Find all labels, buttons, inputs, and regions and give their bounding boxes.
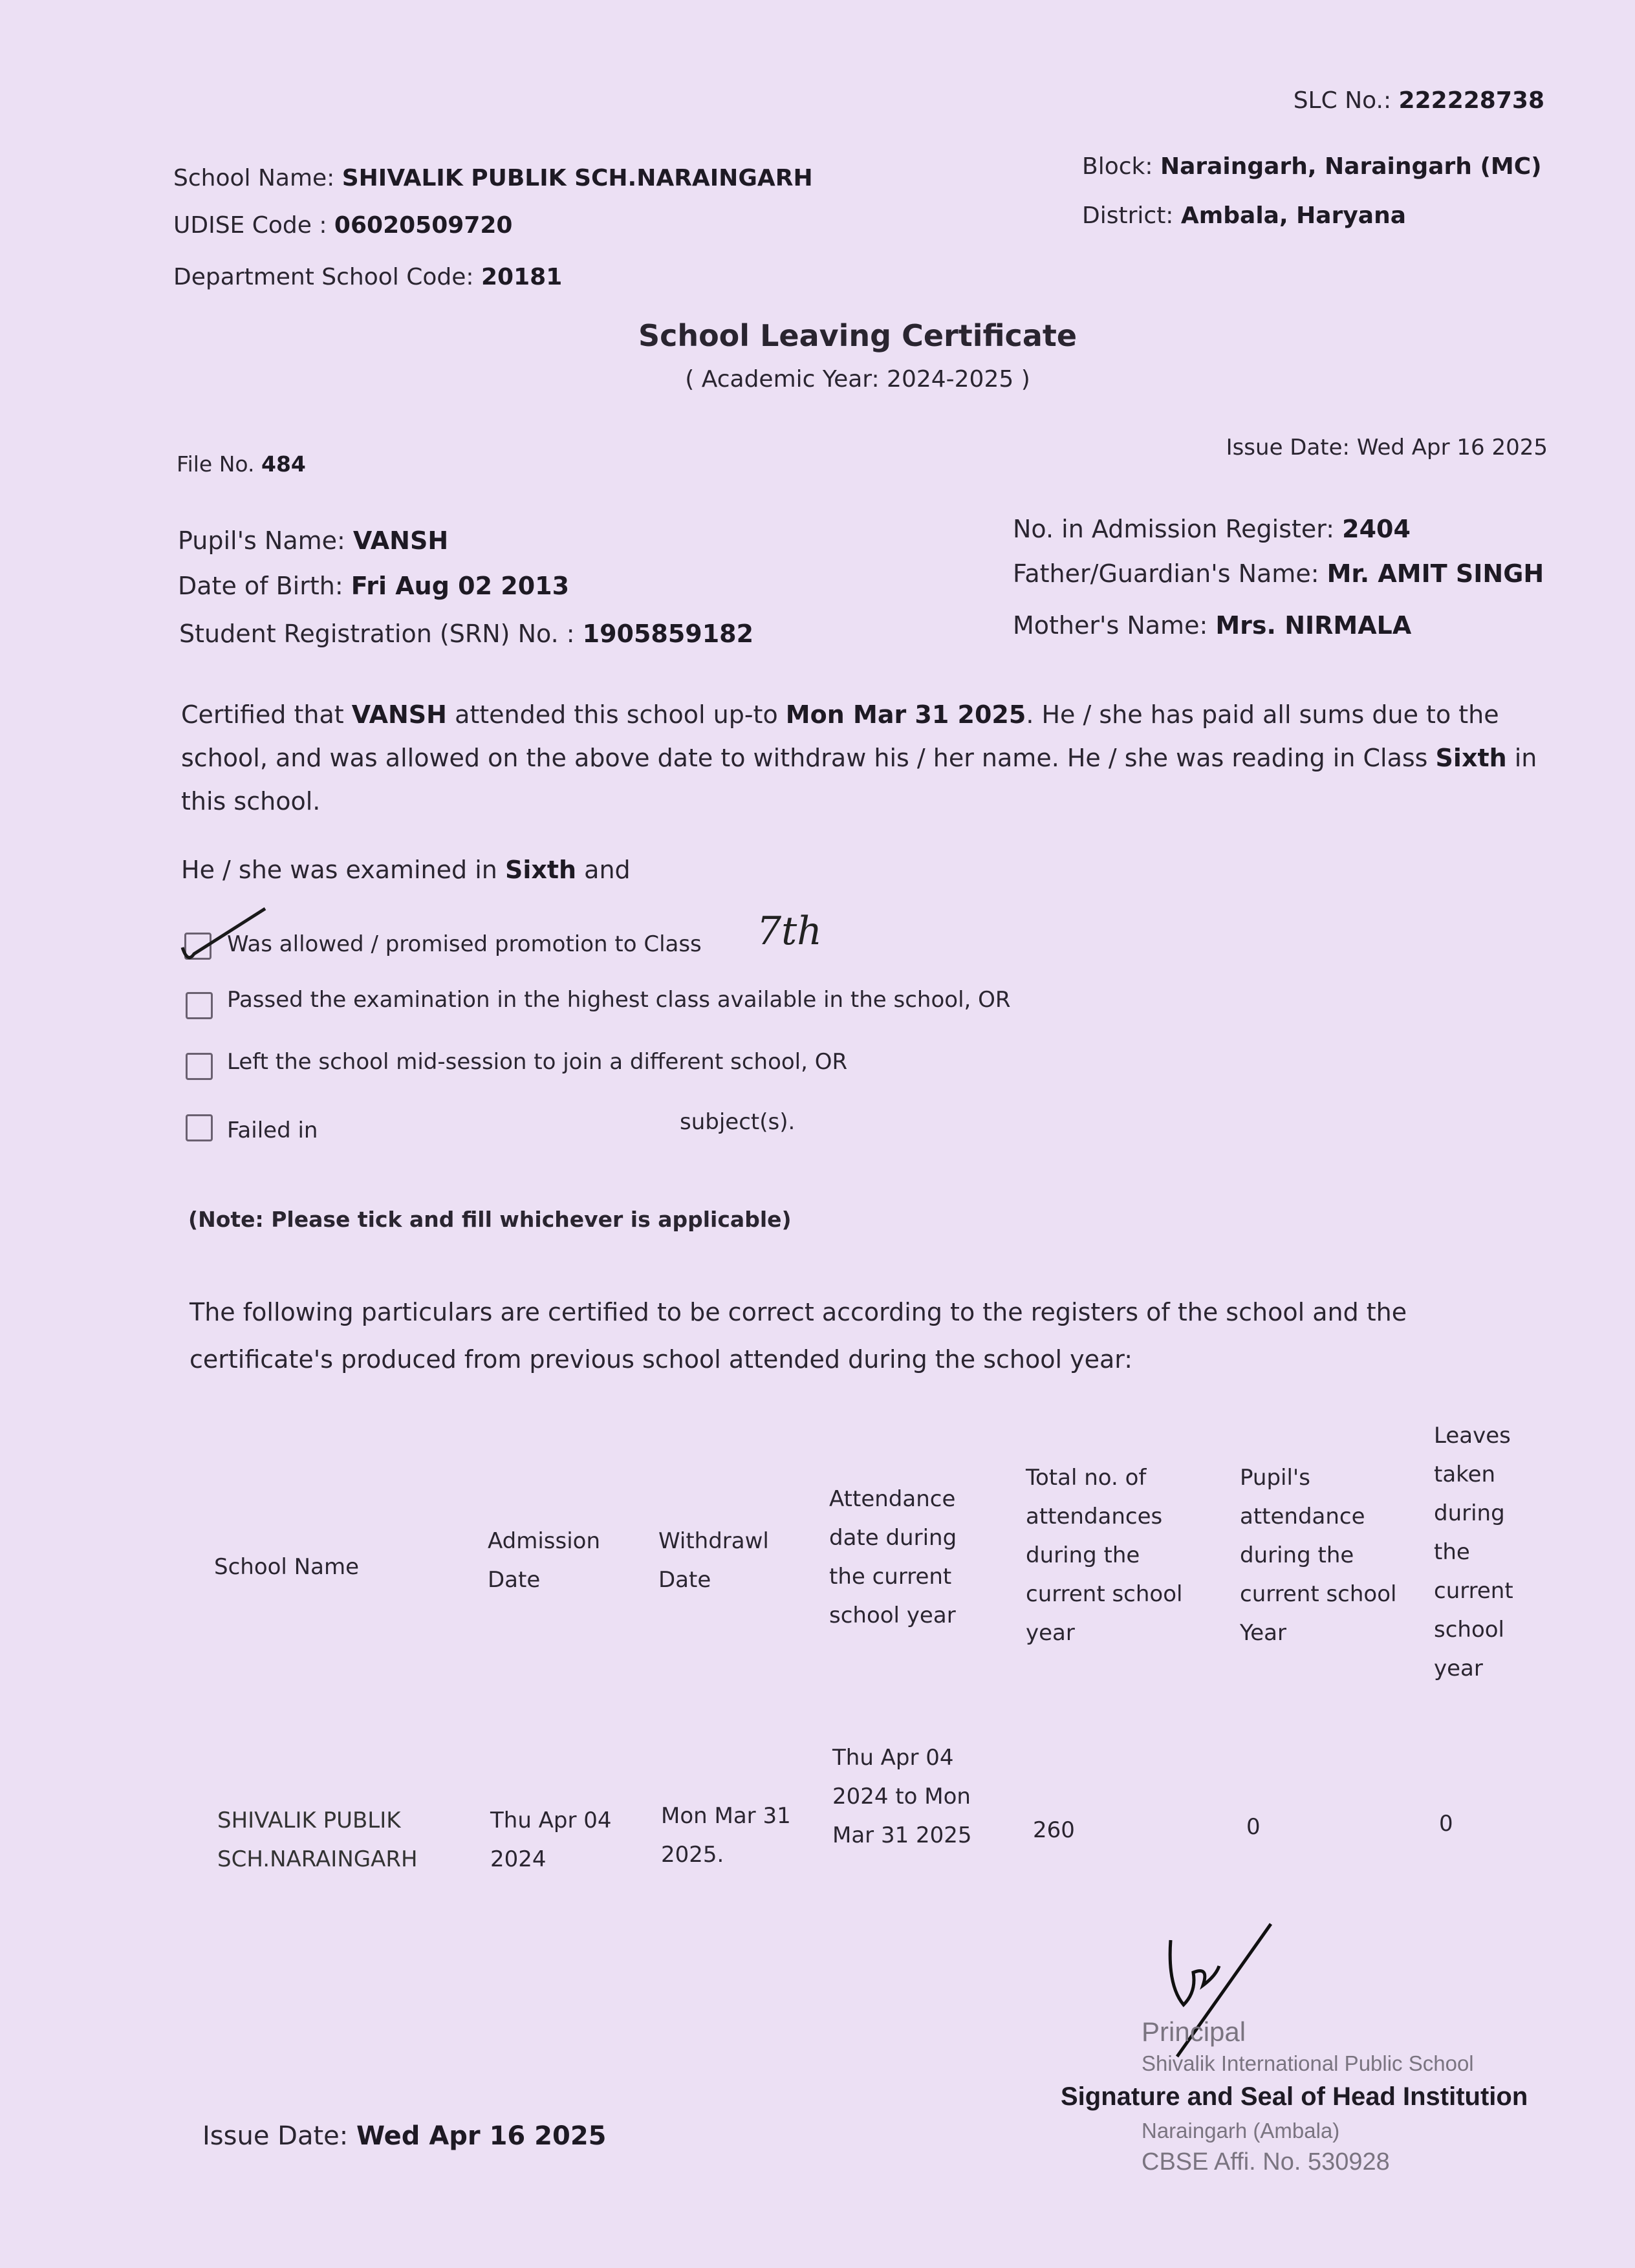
particulars-statement: The following particulars are certified to be correct according to the registers of the school and the certificate's produced from previous school attended during the school year: (189, 1298, 1407, 1374)
pupil-name: Pupil's Name: VANSH (178, 526, 449, 555)
slc-number: SLC No.: 222228738 (1293, 87, 1544, 114)
stamp-principal: Principal (1142, 2016, 1246, 2047)
header-leaves-taken: Leaves taken during the current school year (1434, 1423, 1513, 1681)
department-code: Department School Code: 20181 (173, 264, 563, 290)
cell-pupil-attendance: 0 (1246, 1814, 1261, 1840)
signature-label: Signature and Seal of Head Institution (1061, 2082, 1528, 2111)
option-promotion-label: Was allowed / promised promotion to Class (227, 931, 702, 957)
stamp-place: Naraingarh (Ambala) (1142, 2119, 1340, 2143)
udise-code: UDISE Code : 06020509720 (173, 212, 513, 239)
file-number: File No. 484 (177, 451, 306, 477)
header-school-name: School Name (214, 1554, 359, 1580)
cell-attendance-dates: Thu Apr 04 2024 to Mon Mar 31 2025 (832, 1745, 972, 1848)
issue-date-top: Issue Date: Wed Apr 16 2025 (1226, 435, 1548, 460)
cell-admission-date: Thu Apr 04 2024 (490, 1808, 612, 1872)
header-pupil-attendance: Pupil's attendance during the current school Year (1240, 1465, 1397, 1646)
cell-withdrawl-date: Mon Mar 31 2025. (661, 1803, 791, 1868)
issue-date-bottom: Issue Date: Wed Apr 16 2025 (202, 2121, 607, 2151)
cell-total-attendances: 260 (1033, 1817, 1075, 1843)
father-name: Father/Guardian's Name: Mr. AMIT SINGH (1013, 559, 1544, 588)
option-passed-label: Passed the examination in the highest class available in the school, OR (227, 987, 1011, 1013)
mother-name: Mother's Name: Mrs. NIRMALA (1013, 611, 1412, 640)
left-school-checkbox[interactable] (186, 1053, 213, 1080)
subjects-suffix: subject(s). (680, 1109, 796, 1135)
handwritten-class: 7th (757, 909, 822, 954)
cell-leaves-taken: 0 (1439, 1811, 1453, 1837)
option-failed-label: Failed in (227, 1118, 318, 1143)
failed-checkbox[interactable] (186, 1114, 213, 1141)
school-name: School Name: SHIVALIK PUBLIK SCH.NARAINGARH (173, 165, 813, 191)
date-of-birth: Date of Birth: Fri Aug 02 2013 (178, 572, 570, 600)
district: District: Ambala, Haryana (1082, 202, 1407, 229)
certificate-title: School Leaving Certificate (638, 318, 1077, 353)
admission-register-no: No. in Admission Register: 2404 (1013, 515, 1411, 543)
cell-school-name: SHIVALIK PUBLIK SCH.NARAINGARH (217, 1808, 418, 1872)
block: Block: Naraingarh, Naraingarh (MC) (1082, 153, 1542, 180)
certification-paragraph: Certified that VANSH attended this school up-to Mon Mar 31 2025. He / she has paid all sums due to the school, and was allowed on the above date to withdraw his / her name. He / she was reading in Class Sixth in this school. (181, 700, 1537, 815)
examined-statement: He / she was examined in Sixth and (181, 856, 631, 884)
header-withdrawl-date: Withdrawl Date (658, 1528, 769, 1593)
note: (Note: Please tick and fill whichever is applicable) (188, 1207, 792, 1232)
srn-number: Student Registration (SRN) No. : 1905859182 (179, 620, 754, 648)
passed-checkbox[interactable] (186, 992, 213, 1019)
header-total-attendances: Total no. of attendances during the current school year (1026, 1465, 1183, 1646)
stamp-cbse: CBSE Affi. No. 530928 (1142, 2148, 1390, 2176)
option-left-label: Left the school mid-session to join a different school, OR (227, 1049, 848, 1075)
academic-year: ( Academic Year: 2024-2025 ) (685, 366, 1030, 393)
header-admission-date: Admission Date (488, 1528, 601, 1593)
header-attendance-dates: Attendance date during the current school year (829, 1486, 957, 1628)
stamp-school: Shivalik International Public School (1142, 2051, 1474, 2075)
